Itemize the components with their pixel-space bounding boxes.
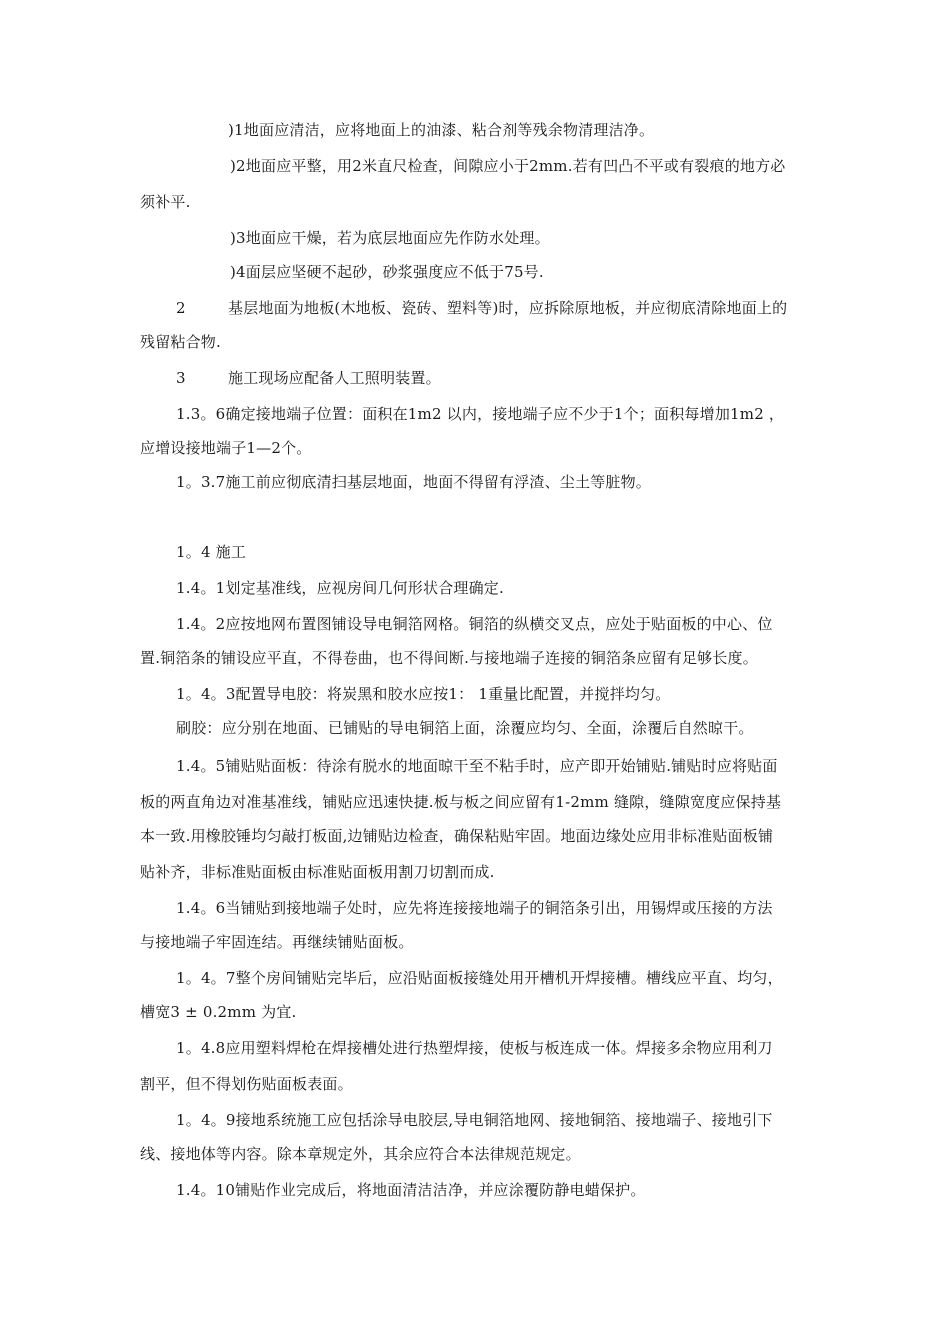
paragraph-line: 1.4。2应按地网布置图铺设导电铜箔网格。铜箔的纵横交叉点，应处于贴面板的中心、位 [176, 615, 773, 633]
paragraph-line: 1。4.8应用塑料焊枪在焊接槽处进行热塑焊接，使板与板连成一体。焊接多余物应用利刀 [176, 1039, 773, 1057]
paragraph-line: 本一致.用橡胶锤均匀敲打板面,边铺贴边检查，确保粘贴牢固。地面边缘处应用非标准贴面板铺 [140, 827, 774, 845]
paragraph-line: 1.4。6当铺贴到接地端子处时，应先将连接接地端子的铜箔条引出，用锡焊或压接的方法 [176, 899, 773, 917]
section-heading: 1。4 施工 [176, 543, 247, 561]
paragraph-line: )2地面应平整，用2米直尺检查，间隙应小于2mm.若有凹凸不平或有裂痕的地方必 [230, 157, 786, 175]
paragraph-line: 施工现场应配备人工照明装置。 [228, 369, 441, 387]
paragraph-line: 与接地端子牢固连结。再继续铺贴面板。 [140, 933, 414, 951]
paragraph-line: 1.4。1划定基准线，应视房间几何形状合理确定. [176, 579, 504, 597]
paragraph-line: 线、接地体等内容。除本章规定外，其余应符合本法律规范规定。 [140, 1145, 581, 1163]
paragraph-line: 1。3.7施工前应彻底清扫基层地面，地面不得留有浮渣、尘土等脏物。 [176, 473, 652, 491]
paragraph-line: )1地面应清洁，应将地面上的油漆、粘合剂等残余物清理洁净。 [228, 121, 655, 139]
paragraph-line: 板的两直角边对准基准线，铺贴应迅速快捷.板与板之间应留有1-2mm 缝隙，缝隙宽度应保持基 [140, 793, 782, 811]
paragraph-line: 1。4。7整个房间铺贴完毕后，应沿贴面板接缝处用开槽机开焊接槽。槽线应平直、均匀， [176, 969, 783, 987]
paragraph-line: 应增设接地端子1—2个。 [140, 439, 312, 457]
paragraph-number: 3 [176, 369, 186, 387]
paragraph-line: )4面层应坚硬不起砂，砂浆强度应不低于75号. [230, 263, 544, 281]
numbered-paragraph [176, 368, 856, 389]
paragraph-line: 1.3。6确定接地端子位置：面积在1m2 以内，接地端子应不少于1个；面积每增加1m2 ， [176, 405, 785, 423]
paragraph-line: 1。4。3配置导电胶：将炭黑和胶水应按1： 1重量比配置，并搅拌均匀。 [176, 685, 671, 703]
paragraph-line: 残留粘合物. [140, 333, 221, 351]
paragraph-line: 1.4。10铺贴作业完成后，将地面清洁洁净，并应涂覆防静电蜡保护。 [176, 1181, 646, 1199]
paragraph-line: 刷胶：应分别在地面、已铺贴的导电铜箔上面，涂覆应均匀、全面，涂覆后自然晾干。 [176, 719, 754, 737]
paragraph-line: 1.4。5铺贴贴面板：待涂有脱水的地面晾干至不粘手时，应产即开始铺贴.铺贴时应将贴面 [176, 757, 778, 775]
paragraph-line: 贴补齐，非标准贴面板由标准贴面板用割刀切割而成. [140, 863, 495, 881]
numbered-paragraph [176, 298, 856, 319]
paragraph-line: 置.铜箔条的铺设应平直，不得卷曲，也不得间断.与接地端子连接的铜箔条应留有足够长度。 [140, 649, 758, 667]
paragraph-line: 槽宽3 ± 0.2mm 为宜. [140, 1003, 297, 1021]
paragraph-line: 须补平. [140, 193, 191, 211]
paragraph-line: )3地面应干燥，若为底层地面应先作防水处理。 [230, 229, 550, 247]
paragraph-line: 基层地面为地板(木地板、瓷砖、塑料等)时，应拆除原地板，并应彻底清除地面上的 [228, 299, 788, 317]
paragraph-line: 割平，但不得划伤贴面板表面。 [140, 1075, 353, 1093]
paragraph-number: 2 [176, 299, 186, 317]
paragraph-line: 1。4。9接地系统施工应包括涂导电胶层,导电铜箔地网、接地铜箔、接地端子、接地引下 [176, 1111, 773, 1129]
